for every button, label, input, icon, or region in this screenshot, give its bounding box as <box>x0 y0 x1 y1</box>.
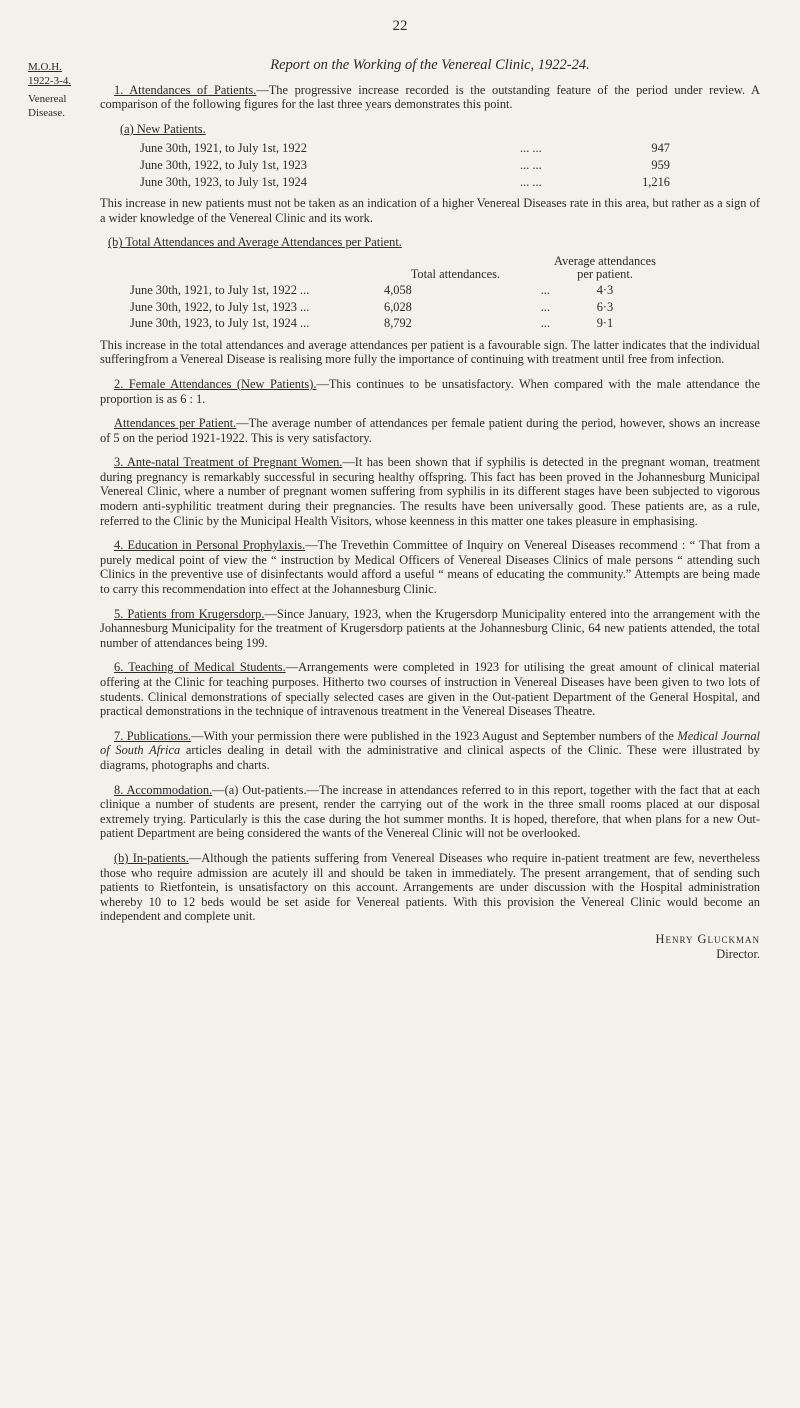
table-row: June 30th, 1922, to July 1st, 1923 ... 6,028 ... 6·3 <box>130 299 614 314</box>
section-1-intro <box>100 83 760 112</box>
section-6-heading: 6. Teaching of Medical Students. <box>114 660 286 675</box>
section-2-sub: Attendances per Patient.—The average number of attendances per female patient during the period, however, shows an increase of 5 on the period 1921-1922. This is very satisfactory. <box>100 416 760 445</box>
section-8b-heading: (b) In-patients. <box>114 850 189 865</box>
section-4: 4. Education in Personal Prophylaxis.—The Trevethin Committee of Inquiry on Venereal Diseases recommend : “ That from a purely medical point of view the “ instruction by Medical Officers of Venereal Diseases Clinics of male persons “ attending such Clinics in the preventive use of disinfectants would afford a useful “ means of educating the community.” Attempts are being made to carry this recommendation into effect at the Johannesburg Clinic. <box>100 538 760 597</box>
table-header-row <box>130 254 660 282</box>
signature-block <box>100 932 760 962</box>
table-row: June 30th, 1923, to July 1st, 1924 ... 8,792 ... 9·1 <box>130 316 614 331</box>
section-8a: 8. Accommodation.—(a) Out-patients.—The increase in attendances referred to in this report, together with the fact that at each clinique a number of students are present, render the carrying out of the work in the three small rooms placed at our disposal extremely trying. Particularly is this the case during the hot summer months. It is hoped, therefore, that when plans for a new Out-patient Department are being considered the wants of the Venereal Clinic will not be overlooked. <box>100 782 760 841</box>
report-body <box>100 58 760 962</box>
report-title: Report on the Working of the Venereal Clinic, 1922-24. <box>270 57 590 73</box>
section-8-heading: 8. Accommodation. <box>114 782 213 797</box>
col-average-attendances: Average attendances per patient. <box>554 253 656 281</box>
journal-title: Medical Journal of South Africa <box>100 728 760 758</box>
attendances-comment: This increase in the total attendances and average attendances per patient is a favourable sign. The latter indicates that the individual sufferingfrom a Venereal Disease is realising more fully the importance of continuing with treatment until free from infection. <box>100 337 760 367</box>
section-5: 5. Patients from Krugersdorp.—Since January, 1923, when the Krugersdorp Municipality entered into the arrangement with the Johannesburg Municipality for the treatment of Krugersdorp patients at the Johannesburg Clinic, 64 new patients attended, the total number of attendances being 199. <box>100 606 760 650</box>
section-1-heading: 1. Attendances of Patients. <box>114 82 257 97</box>
section-6: 6. Teaching of Medical Students.—Arrangements were completed in 1923 for utilising the great amount of clinical material offering at the Clinic for teaching purposes. Hitherto two courses of instruction in Venereal Diseases have been given to two lots of students. Clinical demonstrations of specially selected cases are given in the Out-patient Department of the General Hospital, and practical demonstrations in the technique of intravenous treatment in the Venereal Diseases Theatre. <box>100 660 760 719</box>
signature-name: Henry Gluckman <box>655 931 760 946</box>
table-row: June 30th, 1923, to July 1st, 1924 ... ... 1,216 <box>140 174 670 189</box>
section-8b: (b) In-patients.—Although the patients suffering from Venereal Diseases who require in-patient treatment are few, nevertheless those who require admission are acutely ill and should be taken in immediately. The present arrangement, that of sending such patients to Rietfontein, is unsatisfactory on this account. Arrangements are under discussion with the Hospital administration whereby 10 to 12 beds would be set aside for Venereal patients. With this provision the Venereal Clinic would become an independent and complete unit. <box>100 850 760 924</box>
margin-reference: M.O.H. 1922-3-4. <box>28 61 72 87</box>
section-5-heading: 5. Patients from Krugersdorp. <box>114 606 265 621</box>
section-3: 3. Ante-natal Treatment of Pregnant Women.—It has been shown that if syphilis is detected in the pregnant woman, treatment during pregnancy is remarkably successful in securing healthy offspring. This fact has been proved in the Johannesburg Municipal Venereal Clinic, where a number of pregnant women suffering from syphilis in its different stages have been subjected to vigorous modern anti-syphilitic treatment during their pregnancies. The results have been universally good. These patients are, as a rule, referred to the Clinic by the Municipal Health Visitors, whose keenness in this matter one takes pleasure in emphasising. <box>100 455 760 528</box>
section-1-text: —The progressive increase recorded is the outstanding feature of the period under review. A comparison of the following figures for the last three years demonstrates this point. <box>100 82 761 112</box>
section-4-heading: 4. Education in Personal Prophylaxis. <box>114 538 306 553</box>
new-patients-heading: (a) New Patients. <box>120 121 206 136</box>
section-3-heading: 3. Ante-natal Treatment of Pregnant Women. <box>114 455 343 470</box>
section-7: 7. Publications.—With your permission there were published in the 1923 August and September numbers of the Medical Journal of South Africa articles dealing in detail with the administrative and clinical aspects of the Clinic. These were illustrated by diagrams, photographs and charts. <box>100 728 761 772</box>
section-7-heading: 7. Publications. <box>114 728 192 743</box>
new-patients-comment: This increase in new patients must not be taken as an indication of a higher Venereal Diseases rate in this area, but rather as a sign of a wider knowledge of the Venereal Clinic and its work. <box>100 196 760 225</box>
section-2: 2. Female Attendances (New Patients).—This continues to be unsatisfactory. When compared with the male attendance the proportion is as 6 : 1. <box>100 376 760 406</box>
margin-subject: Venereal Disease. <box>28 93 67 119</box>
table-row: June 30th, 1921, to July 1st, 1922 ... ... 947 <box>140 141 670 156</box>
section-2-heading: 2. Female Attendances (New Patients). <box>114 376 317 391</box>
table-row: June 30th, 1922, to July 1st, 1923 ... ... 959 <box>140 157 670 172</box>
section-2-sub-heading: Attendances per Patient. <box>114 416 237 431</box>
attendances-table <box>130 254 660 332</box>
table-row: June 30th, 1921, to July 1st, 1922 ... 4,058 ... 4·3 <box>130 282 614 297</box>
new-patients-table <box>140 140 670 190</box>
attendances-heading: (b) Total Attendances and Average Attendances per Patient. <box>108 235 402 250</box>
col-total-attendances: Total attendances. <box>410 266 500 281</box>
page-number: 22 <box>392 18 408 34</box>
margin-note <box>28 60 90 120</box>
signature-title: Director. <box>716 946 760 961</box>
